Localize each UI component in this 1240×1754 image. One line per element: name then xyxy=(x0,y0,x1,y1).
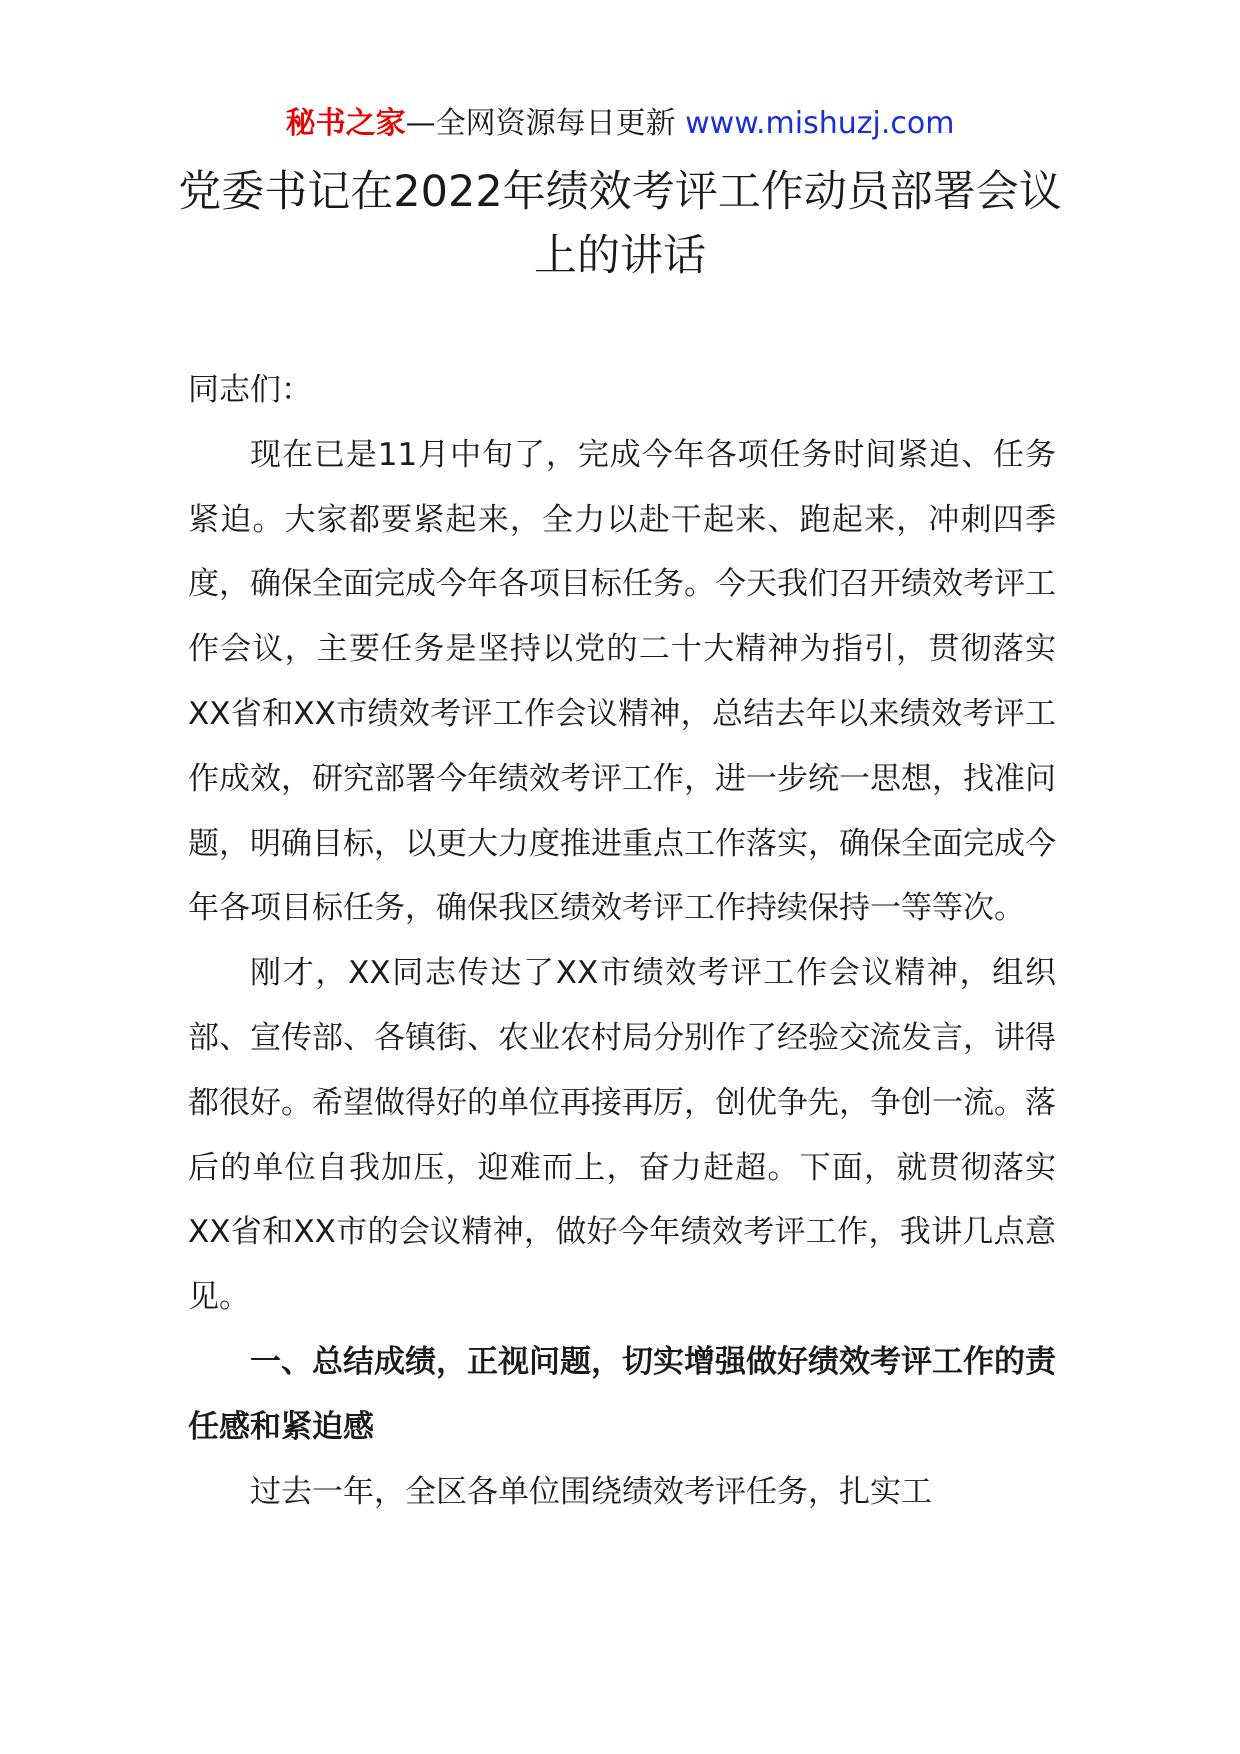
section-heading: 一、总结成绩，正视问题，切实增强做好绩效考评工作的责任感和紧迫感 xyxy=(188,1343,1056,1445)
paragraph-1: 现在已是11月中旬了，完成今年各项任务时间紧迫、任务紧迫。大家都要紧起来，全力以赴干起来、跑起来，冲刺四季度，确保全面完成今年各项目标任务。今天我们召开绩效考评工作会议，主要任务是坚持以党的二十大精神为指引，贯彻落实XX省和XX市绩效考评工作会议精神，总结去年以来绩效考评工作成效，研究部署今年绩效考评工作，进一步统一思想，找准问题，明确目标，以更大力度推进重点工作落实，确保全面完成今年各项目标任务，确保我区绩效考评工作持续保持一等等次。 xyxy=(188,436,1056,927)
document-title: 党委书记在2022年绩效考评工作动员部署会议上的讲话 xyxy=(178,167,1062,281)
header-slogan: —全网资源每日更新 xyxy=(405,106,686,141)
salutation: 同志们： xyxy=(188,372,312,408)
site-header xyxy=(0,100,1240,148)
paragraph-3: 过去一年，全区各单位围绕绩效考评任务，扎实工 xyxy=(250,1473,932,1510)
brand-name: 秘书之家 xyxy=(285,106,406,141)
paragraph-2: 刚才，XX同志传达了XX市绩效考评工作会议精神，组织部、宣传部、各镇街、农业农村局分别作了经验交流发言，讲得都很好。希望做得好的单位再接再厉，创优争先，争创一流。落后的单位自我加压，迎难而上，奋力赶超。下面，就贯彻落实XX省和XX市的会议精神，做好今年绩效考评工作，我讲几点意见。 xyxy=(188,955,1056,1316)
site-link[interactable]: www.mishuzj.com xyxy=(685,106,955,141)
document-body xyxy=(188,358,1056,1524)
